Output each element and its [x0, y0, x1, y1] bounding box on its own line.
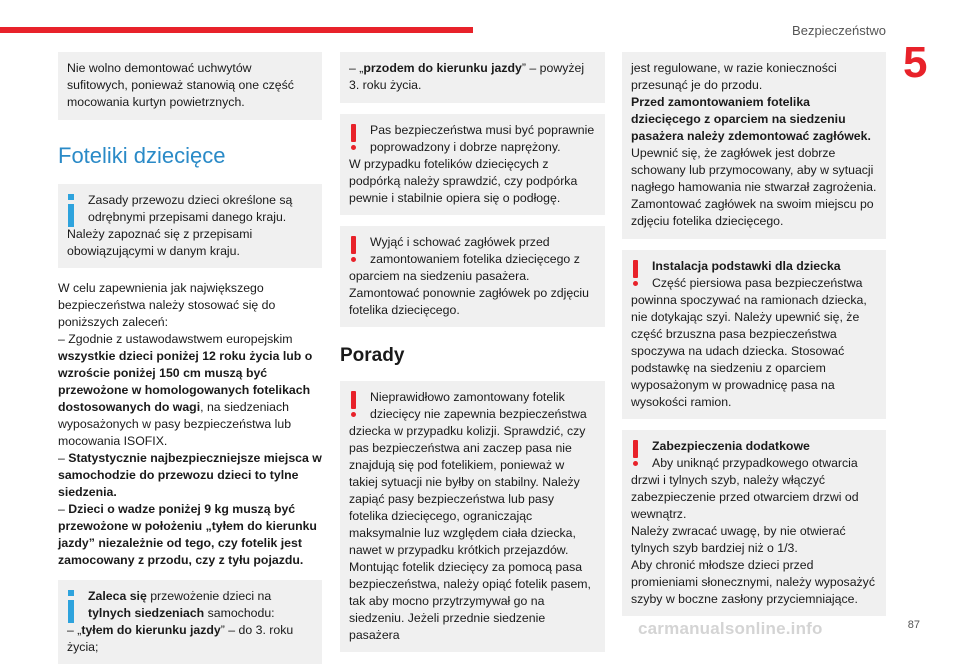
warning-text: dziecka w przypadku kolizji. Sprawdzić, czy pas bezpieczeństwa ani zaczep pasa nie znajdują się pod fotelikiem, ponieważ w takiej sytuacji nie byłby on stabilny. Należy zapiąć pasy bezpieczeństwa lub pasy fotelika dziecięcego, ograniczając maksymalnie luz względem ciała dziecka, nawet w przypadku krótkich przejazdów. Montując fotelik dziecięcy za pomocą pasa bezpieczeństwa, należy opiąć fotelik pasem, tak aby mocno przytrzymywał go na siedzeniu. Jeżeli przednie siedzenie pasażera: [349, 424, 591, 642]
warning-icon: [350, 391, 356, 419]
rule-prefix: –: [58, 451, 69, 465]
info-line-2: [67, 605, 313, 622]
warning-line-2: Część piersiowa pasa bezpieczeństwa: [652, 276, 863, 290]
item-prefix: – „: [349, 61, 364, 75]
warning-text: W przypadku fotelików dziecięcych z podpórką należy sprawdzić, czy podpórka pewnie i stabilnie opiera się o podłogę.: [349, 157, 578, 205]
warning-box-headrest: [340, 226, 605, 327]
note-text: jest regulowane, w razie konieczności przesunąć je do przodu.: [631, 61, 837, 92]
item-rest: ” – powyżej 3. roku życia.: [349, 61, 585, 92]
rule-bold: Dzieci o wadze poniżej 9 kg muszą być przewożone w położeniu „tyłem do kierunku jazdy” niezależnie od tego, czy fotelik jest zamocowany z przodu, czy z tyłu pojazdu.: [58, 502, 317, 567]
info-item: [67, 622, 313, 656]
warning-line-1: Pas bezpieczeństwa musi być poprawnie: [370, 123, 595, 137]
info-line-1: Zasady przewozu dzieci określone są: [88, 193, 293, 207]
rule-bold: Statystycznie najbezpieczniejsze miejsca w samochodzie do przewozu dzieci to tylne siedzenia.: [58, 451, 322, 499]
rule-prefix: –: [58, 502, 69, 516]
rule-rear-seats: [58, 450, 322, 501]
warning-box-seatbelt: [340, 114, 605, 215]
warning-icon: [632, 260, 638, 288]
rule-bold: wszystkie dzieci poniżej 12 roku życia lub o wzroście poniżej 150 cm muszą być przewożone w homologowanych fotelikach dostosowanych do wagi: [58, 349, 313, 414]
column-2: [340, 52, 605, 652]
item-prefix: – „: [67, 623, 82, 637]
rule-eu-law: [58, 331, 322, 450]
warning-icon: [350, 124, 356, 152]
warning-line-1: Nieprawidłowo zamontowany fotelik: [370, 390, 565, 404]
column-1: [58, 52, 322, 664]
note-text: Nie wolno demontować uchwytów sufitowych, ponieważ stanowią one część mocowania kurtyn powietrznych.: [67, 61, 294, 109]
intro-text: W celu zapewnienia jak największego bezpieczeństwa należy stosować się do poniższych zaleceń:: [58, 281, 276, 329]
info-bold: tylnych siedzeniach: [88, 606, 205, 620]
warning-line-2: Aby uniknąć przypadkowego otwarcia: [652, 456, 858, 470]
heading-child-seats: Foteliki dziecięce: [58, 143, 226, 168]
info-text: Należy zapoznać się z przepisami obowiązującymi w danym kraju.: [67, 227, 253, 258]
info-line-1: [67, 588, 313, 605]
item-bold: przodem do kierunku jazdy: [363, 61, 522, 75]
info-line-2: odrębnymi przepisami danego kraju.: [88, 210, 287, 224]
rule-under-9kg: [58, 501, 322, 569]
warning-line-2: poprowadzony i dobrze naprężony.: [370, 140, 561, 154]
warning-text-3: Aby chronić młodsze dzieci przed promieniami słonecznymi, należy wyposażyć szyby w boczne zasłony przyciemniające.: [631, 558, 875, 606]
warning-title: [631, 438, 877, 455]
warning-box-incorrect-seat: [340, 381, 605, 652]
warning-text-1: drzwi i tylnych szyb, należy włączyć zabezpieczenie przed otwarciem drzwi od wewnątrz.: [631, 473, 859, 521]
note-bold: Przed zamontowaniem fotelika dziecięcego z oparciem na siedzeniu pasażera należy zdemontować zagłówek.: [631, 95, 871, 143]
heading-tips: Porady: [340, 345, 405, 366]
info-icon: [68, 590, 74, 623]
note-box-ceiling-handles: [58, 52, 322, 120]
watermark: carmanualsonline.info: [638, 619, 823, 638]
warning-box-booster: [622, 250, 886, 419]
info-box-regulations: [58, 184, 322, 268]
rule-rest: , na siedzeniach wyposażonych w pasy bezpieczeństwa lub mocowania ISOFIX.: [58, 400, 292, 448]
warning-line-1: Wyjąć i schować zagłówek przed: [370, 235, 550, 249]
note-text: Upewnić się, że zagłówek jest dobrze schowany lub przymocowany, aby w sytuacji nagłego hamowania nie stwarzał zagrożenia. Zamontować zagłówek na swoim miejscu po zdjęciu fotelika dziecięcego.: [631, 146, 877, 228]
recommendations-paragraph: [58, 280, 322, 569]
warning-box-extra-safety: [622, 430, 886, 616]
page-number: 87: [907, 619, 920, 631]
warning-title-text: Zabezpieczenia dodatkowe: [652, 439, 810, 453]
warning-icon: [350, 236, 356, 264]
warning-line-2: dziecięcy nie zapewnia bezpieczeństwa: [370, 407, 587, 421]
warning-text: oparciem na siedzeniu pasażera. Zamontować ponownie zagłówek po zdjęciu fotelika dziecięcego.: [349, 269, 589, 317]
section-title: Bezpieczeństwo: [792, 23, 886, 38]
note-box-headrest-removal: [622, 52, 886, 239]
info-icon: [68, 194, 74, 227]
warning-text-2: Należy zwracać uwagę, by nie otwierać tylnych szyb bardziej niż o 1/3.: [631, 524, 846, 555]
item-rest: ” – do 3. roku życia;: [67, 623, 294, 654]
note-box-forward-facing: [340, 52, 605, 103]
info-text: samochodu:: [204, 606, 275, 620]
info-bold: Zaleca się: [88, 589, 147, 603]
rule-prefix: – Zgodnie z ustawodawstwem europejskim: [58, 332, 293, 346]
info-text: przewożenie dzieci na: [146, 589, 272, 603]
column-3: [622, 52, 886, 616]
warning-text: powinna spoczywać na ramionach dziecka, nie dotykając szyi. Należy upewnić się, że część brzuszna pasa bezpieczeństwa spoczywa na udach dziecka. Stosować podstawkę na siedzeniu z oparciem wyposażonym w prowadnicę pasa na wysokości ramion.: [631, 293, 867, 409]
chapter-number: 5: [903, 38, 928, 87]
warning-line-2: zamontowaniem fotelika dziecięcego z: [370, 252, 580, 266]
warning-title: [631, 258, 877, 275]
item-bold: tyłem do kierunku jazdy: [81, 623, 221, 637]
info-box-rear-seats: [58, 580, 322, 664]
warning-title-text: Instalacja podstawki dla dziecka: [652, 259, 841, 273]
header-accent-bar: [0, 27, 473, 33]
warning-icon: [632, 440, 638, 468]
